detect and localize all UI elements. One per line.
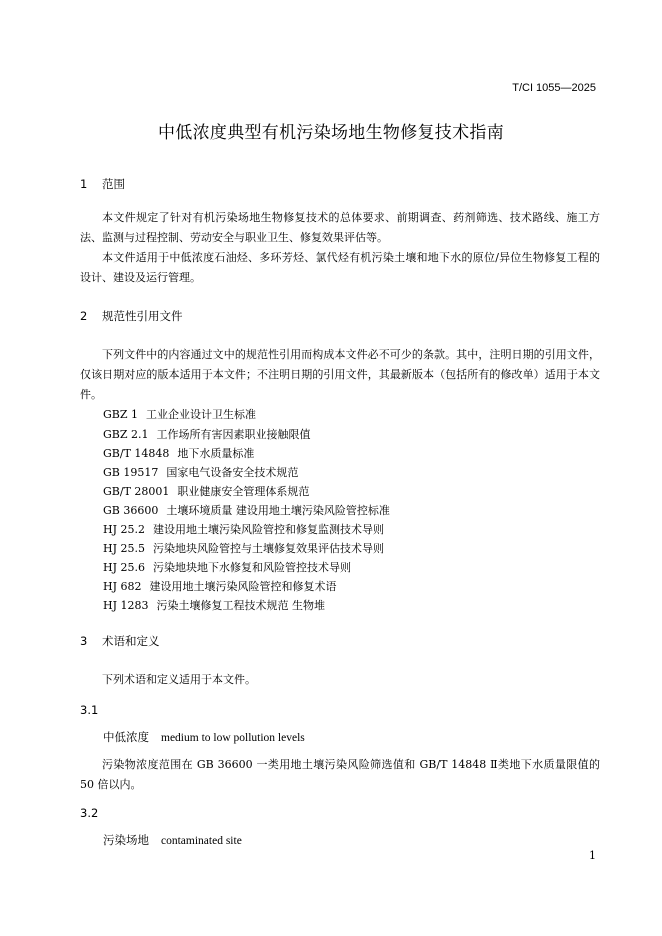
term-chinese: 中低浓度 [103,730,149,744]
reference-item [103,464,298,480]
section-number: 3 [80,634,88,648]
section-2-heading [80,308,183,324]
document-title: 中低浓度典型有机污染场地生物修复技术指南 [158,123,504,143]
term-chinese: 污染场地 [103,833,149,847]
reference-item [103,578,337,594]
section-3-heading [80,633,160,649]
reference-title: 建设用地土壤污染风险管控和修复监测技术导则 [153,523,384,536]
reference-title: 污染土壤修复工程技术规范 生物堆 [156,599,325,612]
section-title: 范围 [102,177,125,191]
reference-title: 地下水质量标准 [177,447,255,460]
reference-item [103,521,384,537]
reference-title: 职业健康安全管理体系规范 [177,485,310,498]
reference-code: HJ 25.2 [103,523,145,536]
page-number: 1 [589,849,596,862]
reference-code: GBZ 2.1 [103,428,149,441]
paragraph: 本文件适用于中低浓度石油烃、多环芳烃、氯代烃有机污染土壤和地下水的原位/异位生物修复工程的设计、建设及运行管理。 [80,251,600,284]
section-1-heading [80,176,125,192]
reference-title: 污染地块地下水修复和风险管控技术导则 [153,561,351,574]
term-entry [103,729,305,745]
standard-number: T/CI 1055—2025 [512,82,596,94]
reference-code: GBZ 1 [103,408,139,421]
paragraph: 下列文件中的内容通过文中的规范性引用而构成本文件必不可少的条款。其中，注明日期的引用文件，仅该日期对应的版本适用于本文件；不注明日期的引用文件，其最新版本（包括所有的修改单）适用于本文件。 [80,348,600,401]
term-entry [103,832,242,848]
reference-code: HJ 1283 [103,599,149,612]
reference-item [103,597,325,613]
reference-item [103,483,309,499]
term-english: contaminated site [161,835,242,847]
reference-item [103,426,311,442]
reference-code: GB/T 28001 [103,485,170,498]
reference-code: HJ 25.5 [103,542,145,555]
reference-item [103,559,351,575]
section-number: 2 [80,309,88,323]
reference-title: 建设用地土壤污染风险管控和修复术语 [149,580,337,593]
paragraph: 下列术语和定义适用于本文件。 [102,673,256,686]
reference-title: 工业企业设计卫生标准 [146,408,257,421]
reference-item [103,540,384,556]
term-english: medium to low pollution levels [161,732,305,744]
section-title: 术语和定义 [102,634,160,648]
clause-number: 3.2 [80,806,99,820]
term-definition: 污染物浓度范围在 GB 36600 一类用地土壤污染风险筛选值和 GB/T 14848 Ⅱ类地下水质量限值的 50 倍以内。 [80,758,600,791]
reference-code: GB/T 14848 [103,447,170,460]
reference-title: 土壤环境质量 建设用地土壤污染风险管控标准 [166,504,390,517]
reference-code: HJ 25.6 [103,561,145,574]
paragraph: 本文件规定了针对有机污染场地生物修复技术的总体要求、前期调查、药剂筛选、技术路线、施工方法、监测与过程控制、劳动安全与职业卫生、修复效果评估等。 [80,211,600,244]
reference-title: 国家电气设备安全技术规范 [166,466,299,479]
reference-title: 工作场所有害因素职业接触限值 [156,428,311,441]
reference-code: GB 19517 [103,466,159,479]
reference-item [103,445,254,461]
reference-item [103,502,390,518]
reference-item [103,406,256,422]
reference-code: HJ 682 [103,580,142,593]
reference-code: GB 36600 [103,504,159,517]
reference-title: 污染地块风险管控与土壤修复效果评估技术导则 [153,542,384,555]
section-number: 1 [80,177,88,191]
clause-number: 3.1 [80,703,99,717]
section-title: 规范性引用文件 [102,309,183,323]
